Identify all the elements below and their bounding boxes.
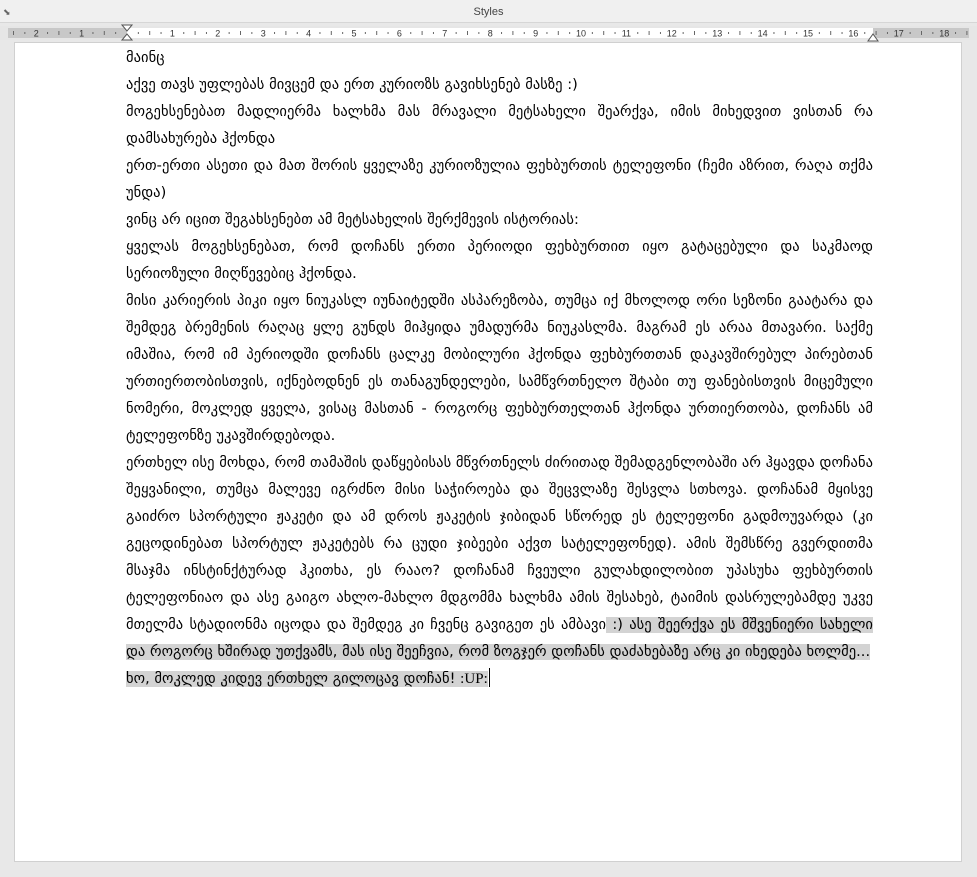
ruler-label: 15: [802, 28, 814, 39]
ruler-label: 10: [575, 28, 587, 39]
ruler-label: 5: [351, 28, 357, 39]
paragraph[interactable]: ერთ-ერთი ასეთი და მათ შორის ყველაზე კურიოზულია ფეხბურთის ტელეფონი (ჩემი აზრით, რაღა თქმა უნდა): [126, 158, 873, 201]
ruler-label: 11: [621, 28, 632, 39]
ruler-label: 13: [712, 28, 723, 39]
first-line-indent-marker[interactable]: [121, 24, 133, 42]
ruler-label: 1: [79, 28, 85, 39]
text-cursor: [489, 668, 490, 687]
paragraph[interactable]: ვინც არ იცით შეგახსენებთ ამ მეტსახელის შერქმევის ისტორიას:: [126, 212, 579, 228]
ruler-label: 12: [666, 28, 677, 39]
styles-pane-header: [0, 0, 977, 23]
paragraph[interactable]: ყველას მოგეხსენებათ, რომ დოჩანს ერთი პერიოდი ფეხბურთით იყო გატაცებული და საკმაოდ სერიოზული მიღწევებიც ჰქონდა.: [126, 239, 873, 282]
ruler-label: 16: [848, 28, 859, 39]
horizontal-ruler[interactable]: [0, 26, 977, 40]
ruler-label: 9: [533, 28, 539, 39]
styles-pane-title: Styles: [473, 6, 504, 18]
ruler-label: 4: [306, 28, 312, 39]
document-body[interactable]: [126, 45, 873, 693]
paragraph[interactable]: მაინც: [126, 50, 165, 66]
paragraph[interactable]: მოგეხსენებათ მადლიერმა ხალხმა მას მრავალი მეტსახელი შეარქვა, იმის მიხედვით ვისთან რა დამსახურება ჰქონდა: [126, 104, 873, 147]
ruler-ticks: [0, 26, 977, 40]
paragraph[interactable]: მისი კარიერის პიკი იყო ნიუკასლ იუნაიტედში ასპარეზობა, თუმცა იქ მხოლოდ ორი სეზონი გაატარა და შემდეგ ბრემენის რაღაც ყლე გუნდს მიჰყიდა უმადურმა ნიუკასლმა. მაგრამ ეს არაა მთავარი. საქმე იმაშია, რომ იმ პერიოდში დოჩანს ცალკე მობილური ჰქონდა ფეხბურთთან დაკავშირებულ პირებთან ურთიერთობისთვის, იქნებოდნენ ეს თანაგუნდელები, სამწვრთნელო შტაბი თუ ფანებისთვის მიცემული ნომერი, მოკლედ ყველა, ვისაც მასთან - როგორც ფეხბურთელთან ჰქონდა ურთიერთობა, დოჩანს ამ ტელეფონზე უკავშირდებოდა.: [126, 293, 873, 444]
selected-text[interactable]: :) ასე შეერქვა ეს მშვენიერი სახელი და როგორც ხშირად უთქვამს, მას ისე შეეჩვია, რომ ზოგჯერ დოჩანს დაძახებაზე არც კი იხედება ხოლმე...: [126, 617, 873, 660]
ruler-label: 1: [169, 28, 175, 39]
paragraph[interactable]: [126, 666, 873, 693]
ruler-label: 6: [396, 28, 402, 39]
document-page[interactable]: [14, 42, 962, 862]
ruler-label: 2: [215, 28, 221, 39]
ruler-label: 2: [33, 28, 39, 39]
ruler-label: 17: [893, 28, 904, 39]
emoticon-code[interactable]: :UP:: [460, 671, 488, 687]
ruler-label: 14: [757, 28, 768, 39]
ruler-label: 18: [939, 28, 950, 39]
ruler-label: 7: [442, 28, 448, 39]
paragraph[interactable]: აქვე თავს უფლებას მივცემ და ერთ კურიოზს გავიხსენებ მასზე :): [126, 77, 578, 93]
right-indent-marker[interactable]: [867, 32, 879, 42]
ruler-label: 8: [487, 28, 493, 39]
selected-text[interactable]: [126, 671, 488, 687]
ruler-label: 3: [260, 28, 266, 39]
paragraph-text[interactable]: ერთხელ ისე მოხდა, რომ თამაშის დაწყებისას მწვრთნელს ძირითად შემადგენლობაში არ ჰყავდა დოჩანა შეყვანილი, თუმცა მალევე იგრძნო მისი საჭიროება და შეცვლაზე შესვლა სთხოვა. დოჩანამ მყისვე გაიძრო სპორტული ჟაკეტი და ამ დროს ჟაკეტის ჯიბიდან სწორედ ეს ტელეფონი გადმოუვარდა (კი გეცოდინებათ სპორტულ ჟაკეტებს რა ცუდი ჯიბეები აქვთ სატელეფონედ). ამის შემსწრე გვერდითმა მსაჯმა ინსტინქტურად ჰკითხა, ეს რააო? დოჩანამ ჩვეული გულახდილობით უპასუხა ფეხბურთის ტელეფონიაო და ასე გაიგო ახლო-მახლო მდგომმა ხალხმა ამის შესახებ, ტაიმის დასრულებამდე უკვე მთელმა სტადიონმა იცოდა და შემდეგ კი ჩვენც გავიგეთ ეს ამბავი: [126, 455, 873, 633]
dialog-launcher-icon[interactable]: ⬊: [3, 8, 11, 18]
paragraph[interactable]: [126, 450, 873, 666]
closing-line-text[interactable]: ხო, მოკლედ კიდევ ერთხელ გილოცავ დოჩან!: [126, 671, 461, 687]
